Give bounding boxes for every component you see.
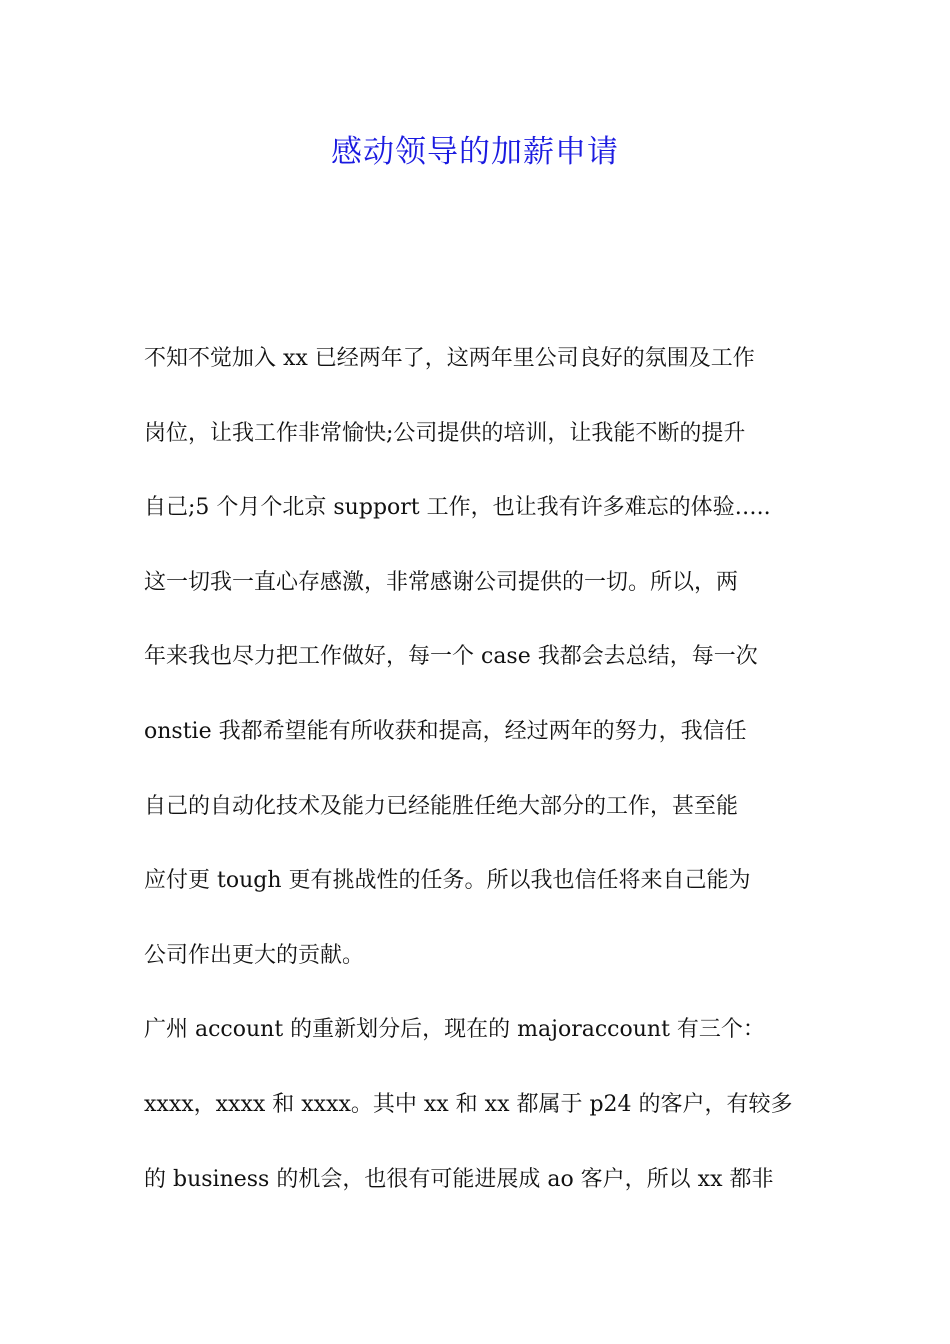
document-title: 感动领导的加薪申请 <box>331 134 619 170</box>
body-line: 广州 account 的重新划分后，现在的 majoraccount 有三个： <box>144 1017 765 1043</box>
body-line: xxxx，xxxx 和 xxxx。其中 xx 和 xx 都属于 p24 的客户，有较多 <box>144 1091 793 1117</box>
document-body <box>144 336 824 1231</box>
body-line: 的 business 的机会，也很有可能进展成 ao 客户，所以 xx 都非 <box>144 1166 774 1192</box>
body-line: 公司作出更大的贡献。 <box>144 942 365 968</box>
body-line: 自己;5 个月个北京 support 工作，也让我有许多难忘的体验….. <box>144 495 771 521</box>
body-line: 这一切我一直心存感激，非常感谢公司提供的一切。所以，两 <box>144 569 739 595</box>
body-line: 岗位，让我工作非常愉快;公司提供的培训，让我能不断的提升 <box>144 420 746 446</box>
body-line: onstie 我都希望能有所收获和提高，经过两年的努力，我信任 <box>144 718 747 744</box>
body-line: 自己的自动化技术及能力已经能胜任绝大部分的工作，甚至能 <box>144 793 739 819</box>
body-line: 不知不觉加入 xx 已经两年了，这两年里公司良好的氛围及工作 <box>144 346 755 371</box>
body-line: 应付更 tough 更有挑战性的任务。所以我也信任将来自己能为 <box>144 868 751 894</box>
body-line: 年来我也尽力把工作做好，每一个 case 我都会去总结，每一次 <box>144 644 758 670</box>
